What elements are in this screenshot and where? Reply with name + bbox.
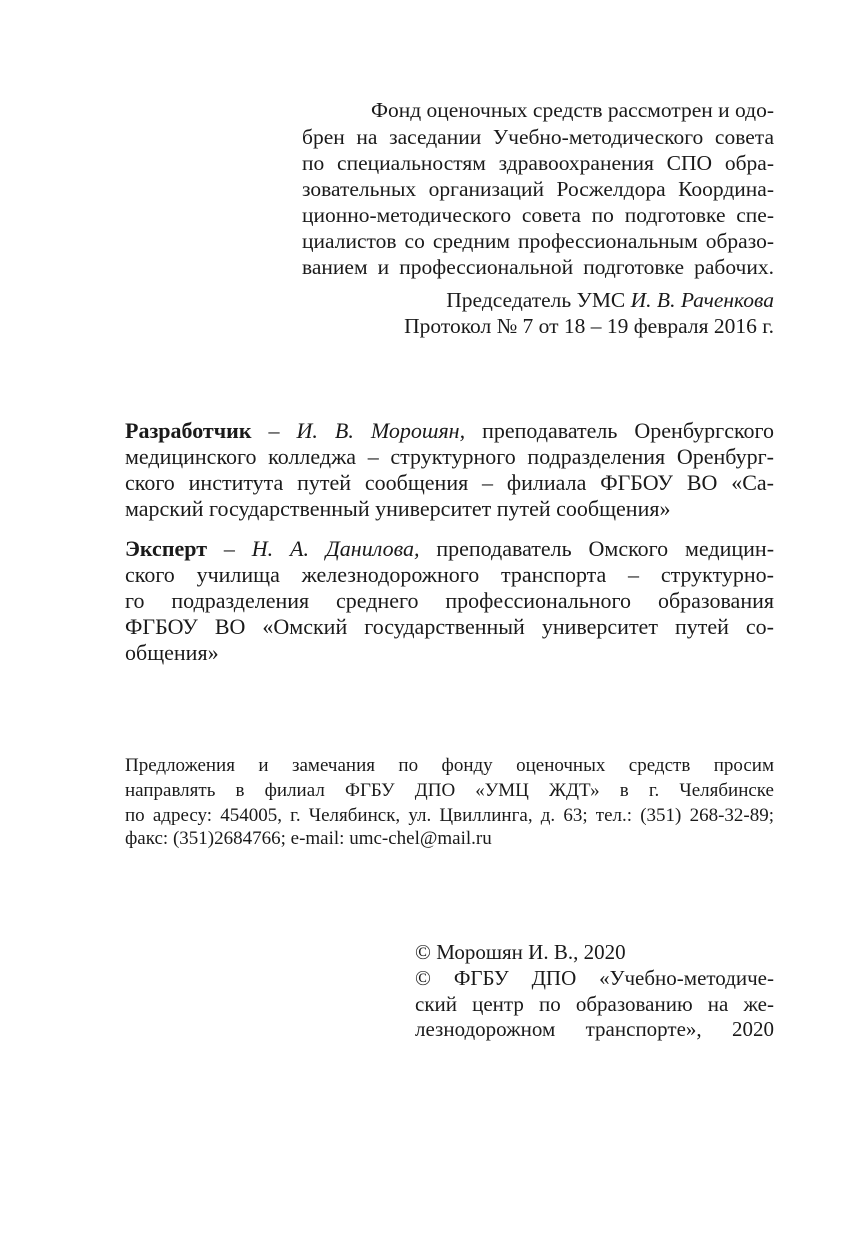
approval-line: Фонд оценочных средств рассмотрен и одо- — [370, 98, 774, 122]
approval-line: брен на заседании Учебно-методического совета — [302, 125, 774, 149]
expert-line: ского училища железнодорожного транспорта – структурно- — [125, 562, 774, 587]
protocol-line: Протокол № 7 от 18 – 19 февраля 2016 г. — [404, 314, 774, 338]
developer-line: ского института путей сообщения – филиала ФГБОУ ВО «Са- — [125, 470, 774, 495]
developer-dash: – — [251, 418, 297, 443]
approval-line: по специальностям здравоохранения СПО обра- — [302, 151, 774, 175]
developer-line: марский государственный университет путей сообщения» — [125, 496, 671, 521]
chair-prefix: Председатель УМС — [446, 288, 631, 312]
contacts-line: направлять в филиал ФГБУ ДПО «УМЦ ЖДТ» в г. Челябинске — [125, 780, 774, 801]
expert-line: ФГБОУ ВО «Омский государственный университет путей со- — [125, 614, 774, 639]
expert-label: Эксперт — [125, 536, 208, 561]
developer-line: медицинского колледжа – структурного подразделения Оренбург- — [125, 444, 774, 469]
copyright-line: © ФГБУ ДПО «Учебно-методиче- — [415, 966, 774, 990]
approval-line: ционно-методического совета по подготовке спе- — [302, 203, 774, 227]
developer-label: Разработчик — [125, 418, 252, 443]
developer-first-line — [125, 420, 774, 442]
expert-role: преподаватель Омского медицин- — [419, 536, 775, 561]
approval-line: ванием и профессиональной подготовке рабочих. — [302, 255, 774, 279]
expert-dash: – — [207, 536, 252, 561]
chair-name: И. В. Раченкова — [630, 288, 774, 312]
copyright-line: лезнодорожном транспорте», 2020 — [415, 1017, 774, 1041]
copyright-line: © Морошян И. В., 2020 — [415, 940, 626, 964]
contacts-line: Предложения и замечания по фонду оценочных средств просим — [125, 755, 774, 776]
developer-role: преподаватель Оренбургского — [465, 418, 775, 443]
expert-line: го подразделения среднего профессионального образования — [125, 588, 774, 613]
chair-line — [446, 290, 774, 312]
expert-line: общения» — [125, 640, 219, 665]
contacts-line: факс: (351)2684766; e-mail: umc-chel@mail.ru — [125, 828, 492, 849]
contacts-line: по адресу: 454005, г. Челябинск, ул. Цвиллинга, д. 63; тел.: (351) 268-32-89; — [125, 805, 774, 826]
expert-first-line — [125, 538, 774, 560]
copyright-line: ский центр по образованию на же- — [415, 992, 774, 1016]
approval-line: зовательных организаций Росжелдора Координа- — [302, 177, 774, 201]
expert-name: Н. А. Данилова, — [251, 536, 420, 561]
approval-line: циалистов со средним профессиональным образо- — [302, 229, 774, 253]
developer-name: И. В. Морошян, — [296, 418, 466, 443]
